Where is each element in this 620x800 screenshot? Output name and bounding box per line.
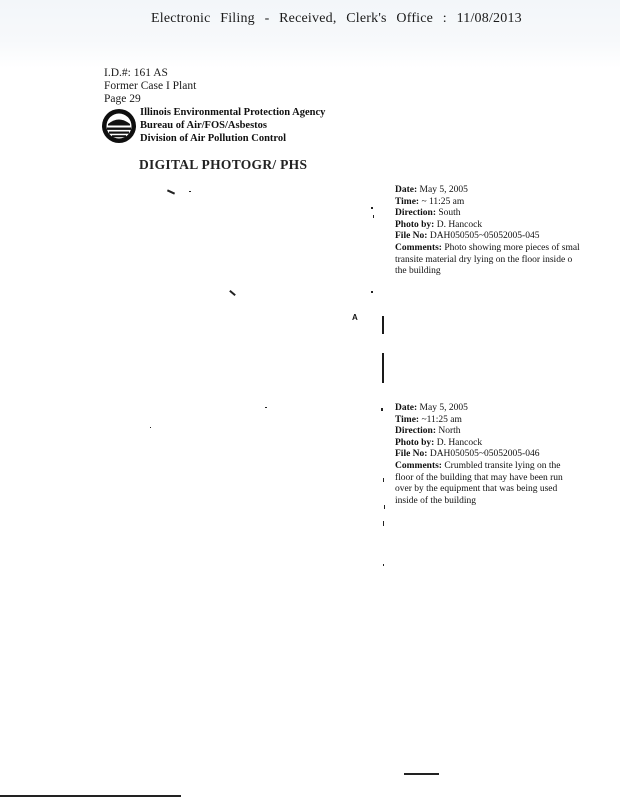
photo-caption-2 <box>395 403 563 507</box>
illinois-epa-seal-icon <box>101 108 137 144</box>
scan-speck <box>383 564 384 566</box>
scan-speck <box>383 521 384 526</box>
caption-photographer-row: Photo by: D. Hancock <box>395 437 483 448</box>
scan-artifact-mark: A <box>352 313 358 322</box>
caption-date-row: Date: May 5, 2005 <box>395 185 468 195</box>
scan-speck <box>229 290 236 296</box>
scan-speck <box>167 189 175 194</box>
scan-speck <box>189 191 191 192</box>
caption-time-row: Time: ~11:25 am <box>395 414 462 425</box>
scan-artifact-bar <box>382 316 384 334</box>
caption-photographer-row: Photo by: D. Hancock <box>395 219 483 230</box>
agency-name: Illinois Environmental Protection Agency <box>140 107 326 118</box>
scan-speck <box>384 505 385 509</box>
caption-comments-line: floor of the building that may have been run <box>395 472 563 483</box>
footer-rule <box>0 795 181 797</box>
scan-speck <box>371 291 373 293</box>
caption-comments-line: over by the equipment that was being used <box>395 484 558 495</box>
caption-file-row: File No: DAH050505~05052005-045 <box>395 231 540 242</box>
document-title: DIGITAL PHOTOGR/ PHS <box>139 157 308 172</box>
case-line: Former Case I Plant <box>104 80 197 92</box>
caption-direction-row: Direction: South <box>395 208 461 219</box>
scan-speck <box>383 478 384 482</box>
bureau-name: Bureau of Air/FOS/Asbestos <box>140 120 267 131</box>
caption-comments-line: transite material dry lying on the floor inside o <box>395 254 573 265</box>
caption-direction-row: Direction: North <box>395 426 461 437</box>
filing-stamp: Electronic Filing - Received, Clerk's Office : 11/08/2013 <box>151 11 522 26</box>
scan-speck <box>265 407 267 408</box>
photo-caption-1 <box>395 185 580 278</box>
id-line: I.D.#: 161 AS <box>104 67 168 79</box>
caption-comments-line: inside of the building <box>395 495 477 506</box>
caption-time-row: Time: ~ 11:25 am <box>395 196 465 207</box>
caption-date-row: Date: May 5, 2005 <box>395 403 468 413</box>
page-number: Page 29 <box>104 93 141 105</box>
scan-speck <box>371 207 373 209</box>
scan-speck <box>373 215 374 218</box>
footer-dash <box>404 773 439 775</box>
scan-artifact-bar <box>382 353 384 383</box>
caption-comments-row: Comments: Photo showing more pieces of smal <box>395 242 580 253</box>
caption-file-row: File No: DAH050505~05052005-046 <box>395 449 540 460</box>
caption-comments-row: Comments: Crumbled transite lying on the <box>395 460 561 471</box>
scan-speck <box>150 427 151 428</box>
scan-speck <box>381 408 383 411</box>
caption-comments-line: the building <box>395 266 441 277</box>
division-name: Division of Air Pollution Control <box>140 133 287 144</box>
